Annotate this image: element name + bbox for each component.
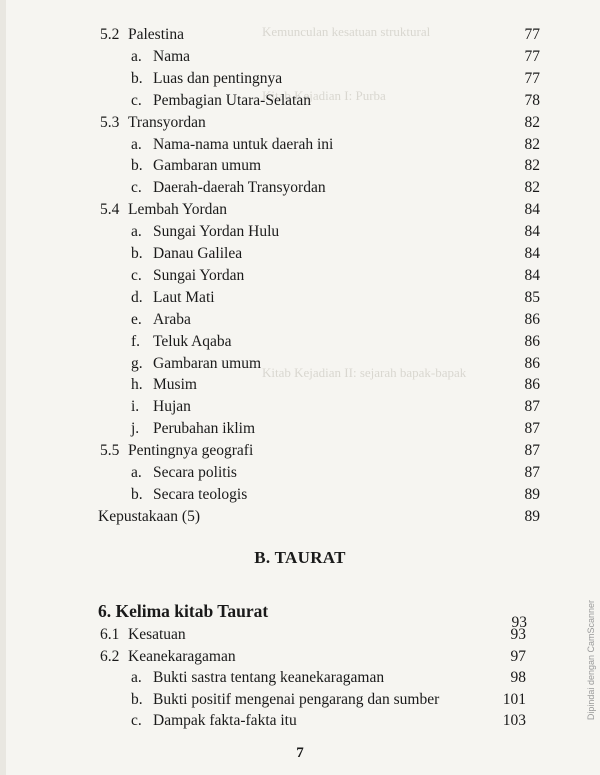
- toc-entry-page: 77: [524, 47, 540, 65]
- toc-entry-title: Secara politis: [153, 464, 237, 481]
- toc-entry-number: 5.4: [100, 201, 120, 219]
- toc-entry-number: c.: [131, 712, 142, 729]
- toc-entry: [131, 46, 190, 68]
- toc-entry-title: Kepustakaan (5): [98, 507, 200, 525]
- toc-entry: [131, 155, 261, 177]
- toc-entry-number: c.: [131, 179, 142, 197]
- toc-entry-title: Perubahan iklim: [153, 420, 256, 438]
- bleed-through-text: Kitab Kejadian II: sejarah bapak-bapak: [262, 365, 467, 380]
- toc-entry-title: Daerah-daerah Transyordan: [153, 179, 326, 197]
- toc-entry-number: a.: [131, 135, 142, 153]
- toc-entry-title: Bukti positif mengenai pengarang dan sumber: [153, 690, 440, 708]
- toc-entry-title: Secara teologis: [153, 485, 248, 503]
- toc-entry-number: c.: [131, 266, 142, 284]
- toc-entry-title: Gambaran umum: [153, 157, 262, 175]
- toc-entry: [131, 418, 255, 440]
- toc-entry-number: d.: [131, 288, 143, 306]
- toc-entry-page: 97: [510, 647, 526, 665]
- toc-entry-title: Sungai Yordan Hulu: [153, 223, 280, 241]
- toc-entry-page: 89: [524, 507, 540, 525]
- toc-entry-title: Pembagian Utara-Selatan: [153, 91, 311, 109]
- toc-entry-number: b.: [131, 245, 143, 262]
- bleed-through-text: Kemunculan kesatuan struktural: [262, 24, 431, 39]
- toc-entry-number: a.: [131, 223, 142, 241]
- toc-entry: [131, 462, 237, 484]
- chapter-page: 93: [511, 614, 527, 631]
- toc-entry-number: b.: [131, 485, 143, 503]
- toc-entry: [100, 646, 236, 668]
- toc-entry-page: 82: [524, 113, 540, 131]
- toc-entry-title: Teluk Aqaba: [153, 332, 232, 350]
- toc-entry-title: Laut Mati: [153, 288, 215, 306]
- toc-entry: [131, 134, 333, 156]
- toc-entry-number: e.: [131, 310, 142, 328]
- toc-entry-page: 87: [524, 464, 540, 481]
- toc-entry-number: c.: [131, 91, 142, 109]
- toc-entry-page: 82: [524, 135, 540, 153]
- toc-entry-page: 87: [524, 398, 540, 416]
- toc-entry-title: Palestina: [128, 26, 184, 43]
- toc-entry-title: Dampak fakta-fakta itu: [153, 712, 297, 729]
- toc-entry: [100, 112, 206, 134]
- chapter-title: 6. Kelima kitab Taurat: [98, 601, 269, 621]
- scanner-watermark: Dipindai dengan CamScanner: [586, 600, 596, 721]
- toc-entry-number: 5.5: [100, 442, 120, 460]
- toc-entry: [100, 440, 253, 462]
- toc-entry-number: a.: [131, 464, 142, 481]
- toc-entry-title: Lembah Yordan: [128, 201, 228, 219]
- toc-entry-title: Transyordan: [128, 113, 206, 131]
- toc-entry-page: 89: [524, 485, 540, 503]
- toc-entry-number: g.: [131, 354, 143, 372]
- toc-entry-title: Luas dan pentingnya: [153, 69, 283, 87]
- bleed-through-text: Kitab Kejadian I: Purba: [262, 88, 386, 103]
- toc-entry-number: b.: [131, 69, 143, 87]
- page-number: 7: [296, 745, 304, 761]
- toc-entry-number: j.: [131, 420, 140, 438]
- toc-entry-number: b.: [131, 690, 143, 708]
- toc-entry-number: 5.3: [100, 113, 120, 131]
- toc-entry: [131, 90, 311, 112]
- toc-entry: [131, 177, 326, 199]
- toc-entry-number: i.: [131, 398, 140, 416]
- toc-entry-page: 87: [524, 442, 540, 460]
- toc-entry: [131, 353, 261, 375]
- toc-entry-page: 86: [524, 354, 540, 372]
- toc-entry-page: 86: [524, 310, 540, 328]
- toc-entry: [100, 24, 184, 46]
- toc-entry-title: Gambaran umum: [153, 354, 262, 372]
- toc-entry: [131, 309, 191, 331]
- toc-entry-title: Musim: [153, 376, 197, 394]
- toc-entry-number: 6.1: [100, 626, 120, 643]
- toc-entry: [131, 68, 282, 90]
- toc-entry: [131, 243, 242, 265]
- toc-entry-page: 85: [524, 288, 540, 306]
- toc-entry-title: Nama-nama untuk daerah ini: [153, 135, 334, 153]
- toc-entry-number: 6.2: [100, 647, 120, 665]
- toc-entry-title: Pentingnya geografi: [128, 442, 254, 460]
- toc-entry-title: Araba: [153, 310, 191, 328]
- toc-entry-page: 86: [524, 332, 540, 350]
- toc-entry-page: 98: [510, 669, 526, 686]
- toc-entry-page: 84: [524, 223, 540, 241]
- toc-entry-title: Hujan: [153, 398, 191, 416]
- toc-entry: [131, 396, 191, 418]
- toc-entry-number: 5.2: [100, 26, 120, 43]
- toc-entry-page: 77: [524, 26, 540, 43]
- toc-entry: [131, 667, 384, 689]
- toc-entry-number: b.: [131, 157, 143, 175]
- toc-entry-page: 84: [524, 266, 540, 284]
- toc-entry-page: 86: [524, 376, 540, 394]
- toc-entry-page: 84: [524, 245, 540, 262]
- toc-entry: [131, 484, 247, 506]
- toc-entry: [98, 506, 200, 528]
- toc-entry-title: Danau Galilea: [153, 245, 243, 262]
- toc-entry: [100, 624, 186, 646]
- toc-entry-page: 84: [524, 201, 540, 219]
- toc-entry-page: 93: [510, 626, 526, 643]
- toc-entry-page: 82: [524, 157, 540, 175]
- section-heading: B. TAURAT: [254, 548, 346, 567]
- toc-entry-title: Bukti sastra tentang keanekaragaman: [153, 669, 385, 686]
- toc-entry: [131, 710, 297, 732]
- toc-entry-page: 103: [502, 712, 526, 729]
- toc-entry: [131, 265, 244, 287]
- toc-entry-page: 78: [524, 91, 540, 109]
- toc-entry: [131, 374, 197, 396]
- toc-entry-title: Nama: [153, 47, 191, 65]
- toc-entry-page: 87: [524, 420, 540, 438]
- toc-entry-page: 82: [524, 179, 540, 197]
- toc-entry-title: Kesatuan: [128, 626, 186, 643]
- toc-entry: [131, 221, 279, 243]
- toc-entry-number: f.: [131, 332, 141, 350]
- toc-entry-number: h.: [131, 376, 143, 394]
- toc-entry-number: a.: [131, 669, 142, 686]
- toc-entry: [131, 331, 232, 353]
- toc-entry-page: 101: [502, 690, 526, 708]
- toc-entry: [131, 287, 215, 309]
- toc-entry-page: 77: [524, 69, 540, 87]
- toc-entry-title: Sungai Yordan: [153, 266, 245, 284]
- page-edge-shadow: [0, 0, 6, 775]
- toc-entry: [131, 689, 439, 711]
- toc-entry-title: Keanekaragaman: [128, 647, 236, 665]
- toc-entry-number: a.: [131, 47, 142, 65]
- toc-entry: [100, 199, 227, 221]
